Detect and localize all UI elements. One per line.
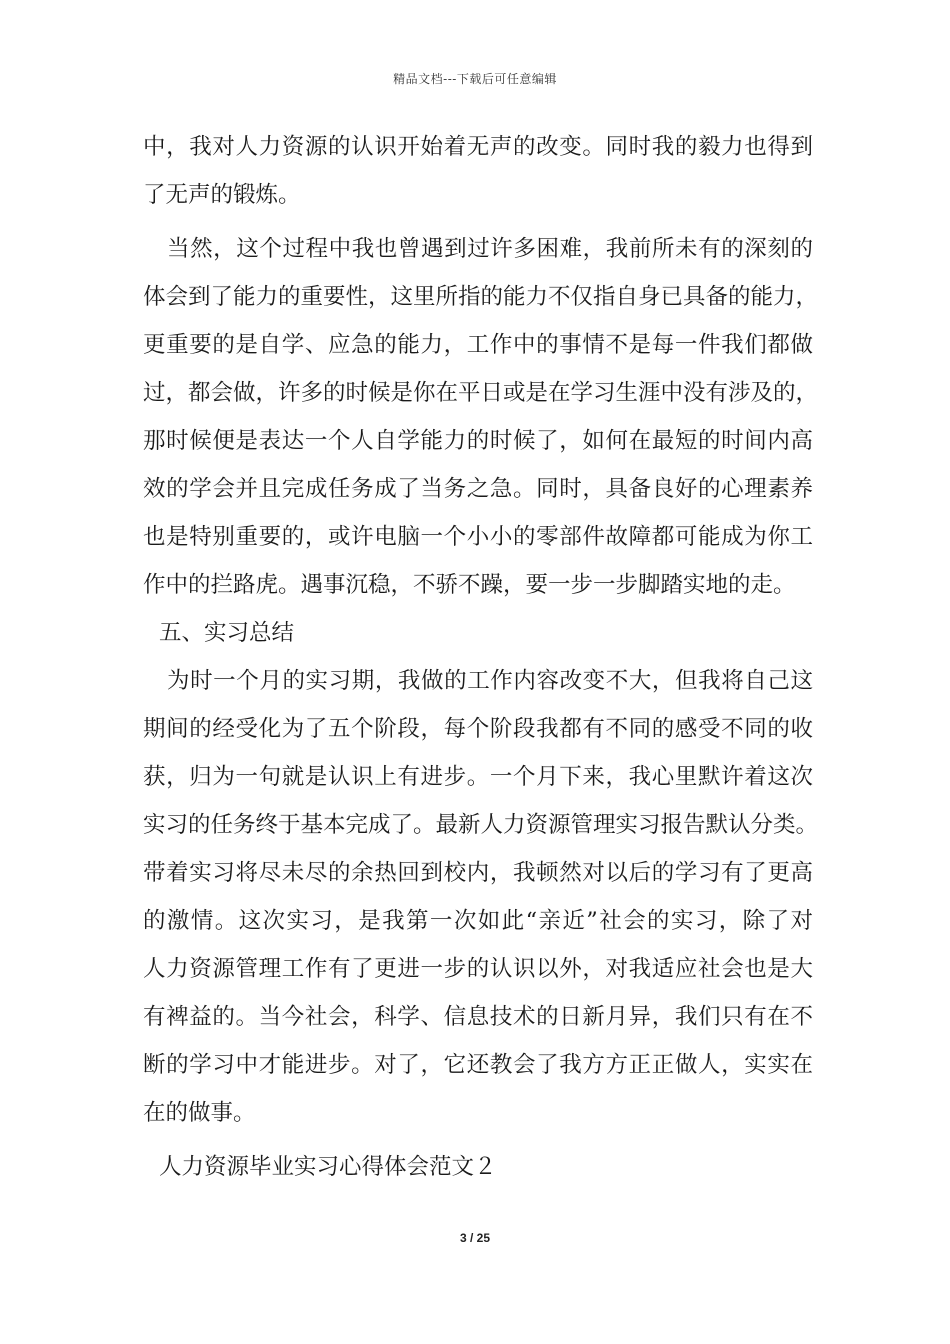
paragraph-line: 效的学会并且完成任务成了当务之急。同时，具备良好的心理素养 — [143, 476, 813, 502]
paragraph-line: 带着实习将尽未尽的余热回到校内，我顿然对以后的学习有了更高 — [143, 860, 813, 886]
paragraph-line: 更重要的是自学、应急的能力，工作中的事情不是每一件我们都做 — [143, 332, 813, 358]
paragraph-line: 获，归为一句就是认识上有进步。一个月下来，我心里默许着这次 — [143, 764, 813, 790]
paragraph-line: 体会到了能力的重要性，这里所指的能力不仅指自身已具备的能力， — [143, 284, 819, 310]
paragraph-line: 那时候便是表达一个人自学能力的时候了，如何在最短的时间内高 — [143, 428, 813, 454]
paragraph-line: 了无声的锻炼。 — [143, 182, 301, 208]
paragraph-line: 人力资源管理工作有了更进一步的认识以外，对我适应社会也是大 — [143, 956, 813, 982]
paragraph-line: 当然，这个过程中我也曾遇到过许多困难，我前所未有的深刻的 — [167, 236, 813, 262]
paragraph-line: 在的做事。 — [143, 1100, 256, 1126]
paragraph-line: 断的学习中才能进步。对了，它还教会了我方方正正做人，实实在 — [143, 1052, 813, 1078]
paragraph-line: 也是特别重要的，或许电脑一个小小的零部件故障都可能成为你工 — [143, 524, 813, 550]
page-header: 精品文档---下载后可任意编辑 — [393, 72, 557, 86]
paragraph-line: 的激情。这次实习，是我第一次如此“亲近”社会的实习，除了对 — [143, 908, 813, 934]
article-title: 人力资源毕业实习心得体会范文２ — [159, 1154, 497, 1180]
paragraph-line: 为时一个月的实习期，我做的工作内容改变不大，但我将自己这 — [167, 668, 813, 694]
paragraph-line: 实习的任务终于基本完成了。最新人力资源管理实习报告默认分类。 — [143, 812, 819, 838]
document-body — [143, 132, 819, 1200]
section-heading: 五、实习总结 — [159, 620, 295, 646]
page-number: 3 / 25 — [459, 1231, 491, 1245]
paragraph-line: 过，都会做，许多的时候是你在平日或是在学习生涯中没有涉及的， — [143, 380, 819, 406]
paragraph-line: 中，我对人力资源的认识开始着无声的改变。同时我的毅力也得到 — [143, 134, 813, 160]
paragraph-line: 作中的拦路虎。遇事沉稳，不骄不躁，要一步一步脚踏实地的走。 — [143, 572, 796, 598]
paragraph-line: 期间的经受化为了五个阶段，每个阶段我都有不同的感受不同的收 — [143, 716, 813, 742]
paragraph-line: 有裨益的。当今社会，科学、信息技术的日新月异，我们只有在不 — [143, 1004, 813, 1030]
